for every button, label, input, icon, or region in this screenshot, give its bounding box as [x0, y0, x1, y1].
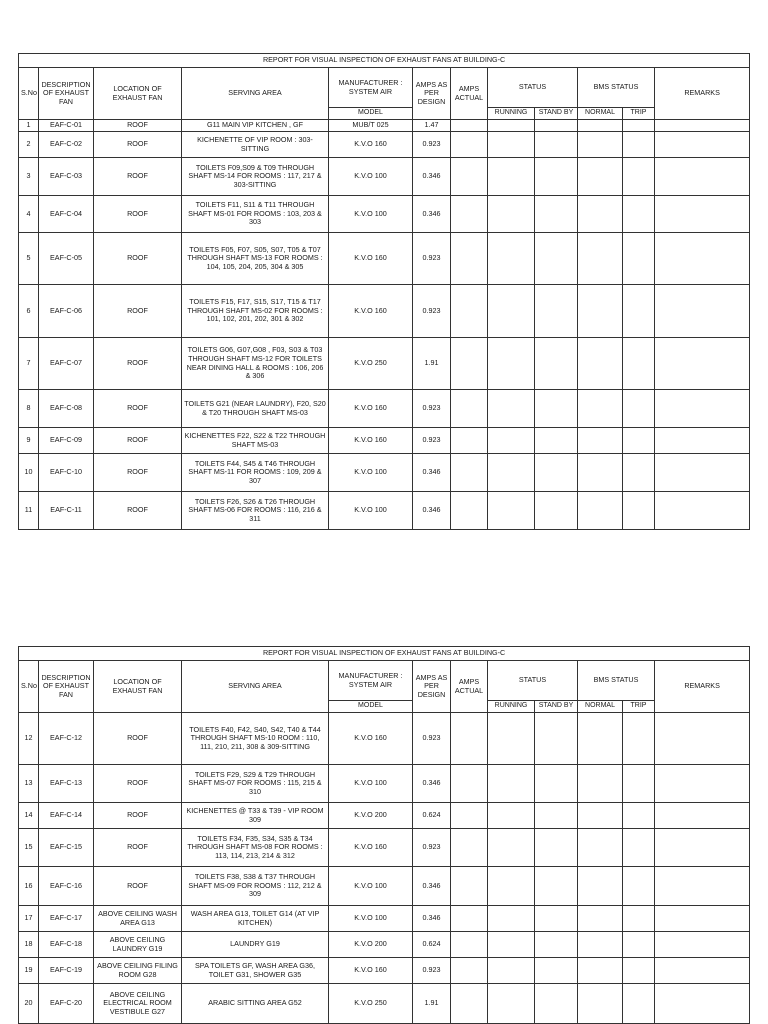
table-row	[19, 233, 750, 285]
location-cell: ABOVE CEILING LAUNDRY G19	[94, 932, 182, 958]
amps-actual-cell[interactable]	[451, 390, 488, 428]
amps-design-cell: 0.923	[413, 132, 451, 158]
amps-actual-cell[interactable]	[451, 233, 488, 285]
amps-design-cell: 0.923	[413, 285, 451, 338]
sno-cell: 8	[19, 390, 39, 428]
table-row	[19, 120, 750, 132]
table-row	[19, 390, 750, 428]
stand-by-cell[interactable]	[535, 120, 578, 132]
normal-cell[interactable]	[578, 765, 623, 803]
table-row	[19, 765, 750, 803]
location-header: LOCATION OF EXHAUST FAN	[94, 68, 182, 120]
remarks-cell[interactable]	[655, 984, 750, 1024]
serving-area-cell: KICHENETTES @ T33 & T39 - VIP ROOM 309	[182, 803, 329, 829]
remarks-cell[interactable]	[655, 428, 750, 454]
description-cell: EAF-C-07	[39, 338, 94, 390]
normal-header: NORMAL	[578, 108, 623, 120]
amps-actual-cell[interactable]	[451, 338, 488, 390]
location-cell: ROOF	[94, 829, 182, 867]
amps-design-cell: 1.47	[413, 120, 451, 132]
normal-cell[interactable]	[578, 713, 623, 765]
model-cell: K.V.O 100	[329, 765, 413, 803]
sno-cell: 1	[19, 120, 39, 132]
amps-design-cell: 0.624	[413, 932, 451, 958]
table-row	[19, 492, 750, 530]
table-row	[19, 906, 750, 932]
remarks-cell[interactable]	[655, 713, 750, 765]
stand-by-cell[interactable]	[535, 390, 578, 428]
amps-design-cell: 0.923	[413, 428, 451, 454]
model-cell: K.V.O 100	[329, 867, 413, 906]
sno-cell: 13	[19, 765, 39, 803]
description-cell: EAF-C-10	[39, 454, 94, 492]
model-cell: K.V.O 160	[329, 713, 413, 765]
running-cell[interactable]	[488, 906, 535, 932]
running-cell[interactable]	[488, 713, 535, 765]
description-cell: EAF-C-19	[39, 958, 94, 984]
table-row	[19, 158, 750, 196]
running-cell[interactable]	[488, 132, 535, 158]
description-cell: EAF-C-11	[39, 492, 94, 530]
serving-area-cell: TOILETS F11, S11 & T11 THROUGH SHAFT MS-01 FOR ROOMS : 103, 203 & 303	[182, 196, 329, 233]
serving-area-cell: TOILETS G06, G07,G08 , F03, S03 & T03 THROUGH SHAFT MS-12 FOR TOILETS NEAR DINING HALL & ROOMS : 106, 206 & 306	[182, 338, 329, 390]
running-cell[interactable]	[488, 285, 535, 338]
trip-cell[interactable]	[623, 867, 655, 906]
normal-cell[interactable]	[578, 233, 623, 285]
remarks-cell[interactable]	[655, 906, 750, 932]
trip-cell[interactable]	[623, 120, 655, 132]
stand-by-cell[interactable]	[535, 713, 578, 765]
manufacturer-header: MANUFACTURER : SYSTEM AIR	[329, 68, 413, 108]
remarks-cell[interactable]	[655, 158, 750, 196]
trip-cell[interactable]	[623, 906, 655, 932]
table-row	[19, 132, 750, 158]
running-cell[interactable]	[488, 196, 535, 233]
amps-design-cell: 0.346	[413, 454, 451, 492]
amps-actual-cell[interactable]	[451, 120, 488, 132]
description-cell: EAF-C-05	[39, 233, 94, 285]
running-cell[interactable]	[488, 428, 535, 454]
location-cell: ROOF	[94, 158, 182, 196]
amps-design-cell: 0.923	[413, 390, 451, 428]
model-cell: K.V.O 160	[329, 958, 413, 984]
normal-cell[interactable]	[578, 196, 623, 233]
location-cell: ROOF	[94, 867, 182, 906]
status-header: STATUS	[488, 68, 578, 108]
description-cell: EAF-C-02	[39, 132, 94, 158]
stand-by-cell[interactable]	[535, 765, 578, 803]
running-header: RUNNING	[488, 108, 535, 120]
remarks-cell[interactable]	[655, 338, 750, 390]
stand-by-cell[interactable]	[535, 338, 578, 390]
location-cell: ROOF	[94, 390, 182, 428]
manufacturer-header: MANUFACTURER : SYSTEM AIR	[329, 661, 413, 701]
stand-by-cell[interactable]	[535, 932, 578, 958]
amps-actual-cell[interactable]	[451, 158, 488, 196]
serving-area-header: SERVING AREA	[182, 661, 329, 713]
trip-header: TRIP	[623, 108, 655, 120]
amps-actual-cell[interactable]	[451, 906, 488, 932]
normal-cell[interactable]	[578, 932, 623, 958]
table-row	[19, 984, 750, 1024]
amps-design-cell: 1.91	[413, 338, 451, 390]
sno-cell: 10	[19, 454, 39, 492]
model-header: MODEL	[329, 701, 413, 713]
location-cell: ROOF	[94, 454, 182, 492]
bms-status-header: BMS STATUS	[578, 661, 655, 701]
amps-actual-cell[interactable]	[451, 713, 488, 765]
stand-by-cell[interactable]	[535, 492, 578, 530]
stand-by-cell[interactable]	[535, 158, 578, 196]
normal-cell[interactable]	[578, 958, 623, 984]
stand-by-cell[interactable]	[535, 867, 578, 906]
stand-by-header: STAND BY	[535, 108, 578, 120]
serving-area-cell: TOILETS F34, F35, S34, S35 & T34 THROUGH SHAFT MS-08 FOR ROOMS : 113, 114, 213, 214 & 312	[182, 829, 329, 867]
normal-cell[interactable]	[578, 390, 623, 428]
normal-cell[interactable]	[578, 803, 623, 829]
description-cell: EAF-C-16	[39, 867, 94, 906]
serving-area-cell: KICHENETTES F22, S22 & T22 THROUGH SHAFT MS-03	[182, 428, 329, 454]
table-row	[19, 196, 750, 233]
trip-cell[interactable]	[623, 765, 655, 803]
sno-cell: 20	[19, 984, 39, 1024]
description-cell: EAF-C-13	[39, 765, 94, 803]
running-cell[interactable]	[488, 984, 535, 1024]
sno-cell: 4	[19, 196, 39, 233]
sno-cell: 7	[19, 338, 39, 390]
model-cell: K.V.O 200	[329, 932, 413, 958]
amps-actual-cell[interactable]	[451, 132, 488, 158]
remarks-cell[interactable]	[655, 867, 750, 906]
normal-cell[interactable]	[578, 120, 623, 132]
running-cell[interactable]	[488, 492, 535, 530]
amps-actual-cell[interactable]	[451, 932, 488, 958]
remarks-cell[interactable]	[655, 958, 750, 984]
running-cell[interactable]	[488, 867, 535, 906]
remarks-cell[interactable]	[655, 233, 750, 285]
sno-cell: 12	[19, 713, 39, 765]
remarks-cell[interactable]	[655, 454, 750, 492]
amps-actual-header: AMPS ACTUAL	[451, 661, 488, 713]
trip-cell[interactable]	[623, 932, 655, 958]
remarks-cell[interactable]	[655, 492, 750, 530]
trip-cell[interactable]	[623, 196, 655, 233]
remarks-cell[interactable]	[655, 285, 750, 338]
model-cell: MUB/T 025	[329, 120, 413, 132]
remarks-header: REMARKS	[655, 661, 750, 713]
stand-by-header: STAND BY	[535, 701, 578, 713]
location-cell: ROOF	[94, 803, 182, 829]
normal-cell[interactable]	[578, 428, 623, 454]
amps-design-cell: 0.346	[413, 492, 451, 530]
running-cell[interactable]	[488, 765, 535, 803]
description-cell: EAF-C-18	[39, 932, 94, 958]
amps-design-cell: 0.923	[413, 233, 451, 285]
location-cell: ROOF	[94, 338, 182, 390]
serving-area-cell: TOILETS F15, F17, S15, S17, T15 & T17 THROUGH SHAFT MS-02 FOR ROOMS : 101, 102, 201, 202, 301 & 302	[182, 285, 329, 338]
description-cell: EAF-C-08	[39, 390, 94, 428]
amps-design-header: AMPS AS PER DESIGN	[413, 661, 451, 713]
normal-cell[interactable]	[578, 338, 623, 390]
model-header: MODEL	[329, 108, 413, 120]
sno-cell: 14	[19, 803, 39, 829]
report-title: REPORT FOR VISUAL INSPECTION OF EXHAUST FANS AT BUILDING-C	[19, 647, 750, 661]
sno-cell: 19	[19, 958, 39, 984]
model-cell: K.V.O 100	[329, 158, 413, 196]
location-cell: ROOF	[94, 428, 182, 454]
amps-actual-cell[interactable]	[451, 829, 488, 867]
location-cell: ABOVE CEILING ELECTRICAL ROOM VESTIBULE G27	[94, 984, 182, 1024]
model-cell: K.V.O 160	[329, 829, 413, 867]
model-cell: K.V.O 160	[329, 233, 413, 285]
stand-by-cell[interactable]	[535, 958, 578, 984]
description-cell: EAF-C-17	[39, 906, 94, 932]
remarks-cell[interactable]	[655, 765, 750, 803]
amps-design-cell: 0.346	[413, 196, 451, 233]
description-cell: EAF-C-03	[39, 158, 94, 196]
amps-actual-cell[interactable]	[451, 428, 488, 454]
table-row	[19, 829, 750, 867]
table-row	[19, 338, 750, 390]
stand-by-cell[interactable]	[535, 233, 578, 285]
report-title: REPORT FOR VISUAL INSPECTION OF EXHAUST FANS AT BUILDING-C	[19, 54, 750, 68]
sno-cell: 2	[19, 132, 39, 158]
table-row	[19, 713, 750, 765]
running-header: RUNNING	[488, 701, 535, 713]
running-cell[interactable]	[488, 233, 535, 285]
serving-area-cell: TOILETS F26, S26 & T26 THROUGH SHAFT MS-06 FOR ROOMS : 116, 216 & 311	[182, 492, 329, 530]
normal-cell[interactable]	[578, 285, 623, 338]
remarks-cell[interactable]	[655, 390, 750, 428]
normal-cell[interactable]	[578, 132, 623, 158]
location-cell: ROOF	[94, 120, 182, 132]
sno-cell: 11	[19, 492, 39, 530]
table-row	[19, 867, 750, 906]
trip-cell[interactable]	[623, 454, 655, 492]
trip-cell[interactable]	[623, 390, 655, 428]
model-cell: K.V.O 250	[329, 984, 413, 1024]
trip-cell[interactable]	[623, 285, 655, 338]
amps-design-cell: 0.346	[413, 158, 451, 196]
inspection-report-table-1	[18, 53, 750, 530]
amps-actual-cell[interactable]	[451, 867, 488, 906]
running-cell[interactable]	[488, 120, 535, 132]
remarks-cell[interactable]	[655, 932, 750, 958]
location-cell: ROOF	[94, 713, 182, 765]
normal-cell[interactable]	[578, 984, 623, 1024]
serving-area-cell: TOILETS F40, F42, S40, S42, T40 & T44 THROUGH SHAFT MS-10 ROOM : 110, 111, 210, 211, 308 & 309-SITTING	[182, 713, 329, 765]
amps-design-cell: 1.91	[413, 984, 451, 1024]
location-cell: ROOF	[94, 285, 182, 338]
location-cell: ROOF	[94, 132, 182, 158]
model-cell: K.V.O 100	[329, 906, 413, 932]
trip-header: TRIP	[623, 701, 655, 713]
stand-by-cell[interactable]	[535, 132, 578, 158]
serving-area-header: SERVING AREA	[182, 68, 329, 120]
amps-design-cell: 0.346	[413, 906, 451, 932]
table-row	[19, 958, 750, 984]
amps-actual-cell[interactable]	[451, 285, 488, 338]
description-cell: EAF-C-01	[39, 120, 94, 132]
sno-header: S.No	[19, 661, 39, 713]
location-header: LOCATION OF EXHAUST FAN	[94, 661, 182, 713]
description-cell: EAF-C-06	[39, 285, 94, 338]
sno-cell: 9	[19, 428, 39, 454]
amps-actual-cell[interactable]	[451, 984, 488, 1024]
trip-cell[interactable]	[623, 713, 655, 765]
table-row	[19, 932, 750, 958]
serving-area-cell: G11 MAIN VIP KITCHEN , GF	[182, 120, 329, 132]
location-cell: ROOF	[94, 492, 182, 530]
description-cell: EAF-C-20	[39, 984, 94, 1024]
stand-by-cell[interactable]	[535, 906, 578, 932]
model-cell: K.V.O 160	[329, 285, 413, 338]
sno-cell: 18	[19, 932, 39, 958]
serving-area-cell: TOILETS F05, F07, S05, S07, T05 & T07 THROUGH SHAFT MS-13 FOR ROOMS : 104, 105, 204, 205, 304 & 305	[182, 233, 329, 285]
model-cell: K.V.O 160	[329, 390, 413, 428]
amps-design-cell: 0.923	[413, 958, 451, 984]
serving-area-cell: TOILETS F38, S38 & T37 THROUGH SHAFT MS-09 FOR ROOMS : 112, 212 & 309	[182, 867, 329, 906]
amps-actual-cell[interactable]	[451, 492, 488, 530]
serving-area-cell: LAUNDRY G19	[182, 932, 329, 958]
status-header: STATUS	[488, 661, 578, 701]
amps-design-cell: 0.624	[413, 803, 451, 829]
trip-cell[interactable]	[623, 492, 655, 530]
sno-cell: 16	[19, 867, 39, 906]
table-row	[19, 428, 750, 454]
model-cell: K.V.O 100	[329, 492, 413, 530]
location-cell: ROOF	[94, 765, 182, 803]
running-cell[interactable]	[488, 932, 535, 958]
serving-area-cell: TOILETS G21 (NEAR LAUNDRY), F20, S20 & T20 THROUGH SHAFT MS-03	[182, 390, 329, 428]
stand-by-cell[interactable]	[535, 454, 578, 492]
stand-by-cell[interactable]	[535, 196, 578, 233]
running-cell[interactable]	[488, 803, 535, 829]
serving-area-cell: KICHENETTE OF VIP ROOM : 303-SITTING	[182, 132, 329, 158]
amps-actual-cell[interactable]	[451, 803, 488, 829]
serving-area-cell: TOILETS F29, S29 & T29 THROUGH SHAFT MS-07 FOR ROOMS : 115, 215 & 310	[182, 765, 329, 803]
normal-cell[interactable]	[578, 454, 623, 492]
stand-by-cell[interactable]	[535, 803, 578, 829]
sno-cell: 17	[19, 906, 39, 932]
trip-cell[interactable]	[623, 803, 655, 829]
trip-cell[interactable]	[623, 829, 655, 867]
description-header: DESCRIPTION OF EXHAUST FAN	[39, 661, 94, 713]
running-cell[interactable]	[488, 829, 535, 867]
location-cell: ABOVE CEILING FILING ROOM G28	[94, 958, 182, 984]
amps-design-header: AMPS AS PER DESIGN	[413, 68, 451, 120]
running-cell[interactable]	[488, 454, 535, 492]
stand-by-cell[interactable]	[535, 984, 578, 1024]
trip-cell[interactable]	[623, 132, 655, 158]
stand-by-cell[interactable]	[535, 428, 578, 454]
remarks-cell[interactable]	[655, 120, 750, 132]
serving-area-cell: TOILETS F44, S45 & T46 THROUGH SHAFT MS-11 FOR ROOMS : 109, 209 & 307	[182, 454, 329, 492]
description-cell: EAF-C-15	[39, 829, 94, 867]
normal-cell[interactable]	[578, 867, 623, 906]
sno-cell: 3	[19, 158, 39, 196]
remarks-cell[interactable]	[655, 829, 750, 867]
normal-cell[interactable]	[578, 829, 623, 867]
running-cell[interactable]	[488, 958, 535, 984]
trip-cell[interactable]	[623, 158, 655, 196]
sno-cell: 15	[19, 829, 39, 867]
location-cell: ROOF	[94, 196, 182, 233]
amps-actual-cell[interactable]	[451, 196, 488, 233]
amps-actual-cell[interactable]	[451, 454, 488, 492]
running-cell[interactable]	[488, 338, 535, 390]
sno-cell: 5	[19, 233, 39, 285]
table-row	[19, 285, 750, 338]
description-header: DESCRIPTION OF EXHAUST FAN	[39, 68, 94, 120]
model-cell: K.V.O 160	[329, 428, 413, 454]
amps-design-cell: 0.923	[413, 829, 451, 867]
description-cell: EAF-C-14	[39, 803, 94, 829]
description-cell: EAF-C-09	[39, 428, 94, 454]
amps-design-cell: 0.346	[413, 867, 451, 906]
remarks-cell[interactable]	[655, 132, 750, 158]
location-cell: ROOF	[94, 233, 182, 285]
model-cell: K.V.O 100	[329, 454, 413, 492]
trip-cell[interactable]	[623, 984, 655, 1024]
location-cell: ABOVE CEILING WASH AREA G13	[94, 906, 182, 932]
normal-cell[interactable]	[578, 158, 623, 196]
model-cell: K.V.O 100	[329, 196, 413, 233]
serving-area-cell: WASH AREA G13, TOILET G14 (AT VIP KITCHEN)	[182, 906, 329, 932]
model-cell: K.V.O 160	[329, 132, 413, 158]
sno-header: S.No	[19, 68, 39, 120]
remarks-cell[interactable]	[655, 196, 750, 233]
amps-actual-header: AMPS ACTUAL	[451, 68, 488, 120]
amps-actual-cell[interactable]	[451, 958, 488, 984]
trip-cell[interactable]	[623, 338, 655, 390]
normal-cell[interactable]	[578, 906, 623, 932]
description-cell: EAF-C-12	[39, 713, 94, 765]
table-row	[19, 454, 750, 492]
normal-cell[interactable]	[578, 492, 623, 530]
sno-cell: 6	[19, 285, 39, 338]
running-cell[interactable]	[488, 390, 535, 428]
remarks-cell[interactable]	[655, 803, 750, 829]
serving-area-cell: SPA TOILETS GF, WASH AREA G36, TOILET G31, SHOWER G35	[182, 958, 329, 984]
normal-header: NORMAL	[578, 701, 623, 713]
running-cell[interactable]	[488, 158, 535, 196]
table-row	[19, 803, 750, 829]
trip-cell[interactable]	[623, 958, 655, 984]
trip-cell[interactable]	[623, 428, 655, 454]
amps-actual-cell[interactable]	[451, 765, 488, 803]
trip-cell[interactable]	[623, 233, 655, 285]
bms-status-header: BMS STATUS	[578, 68, 655, 108]
inspection-report-table-2	[18, 646, 750, 1024]
stand-by-cell[interactable]	[535, 285, 578, 338]
model-cell: K.V.O 250	[329, 338, 413, 390]
model-cell: K.V.O 200	[329, 803, 413, 829]
amps-design-cell: 0.923	[413, 713, 451, 765]
serving-area-cell: TOILETS F09,S09 & T09 THROUGH SHAFT MS-14 FOR ROOMS : 117, 217 & 303-SITTING	[182, 158, 329, 196]
serving-area-cell: ARABIC SITTING AREA G52	[182, 984, 329, 1024]
amps-design-cell: 0.346	[413, 765, 451, 803]
remarks-header: REMARKS	[655, 68, 750, 120]
description-cell: EAF-C-04	[39, 196, 94, 233]
stand-by-cell[interactable]	[535, 829, 578, 867]
